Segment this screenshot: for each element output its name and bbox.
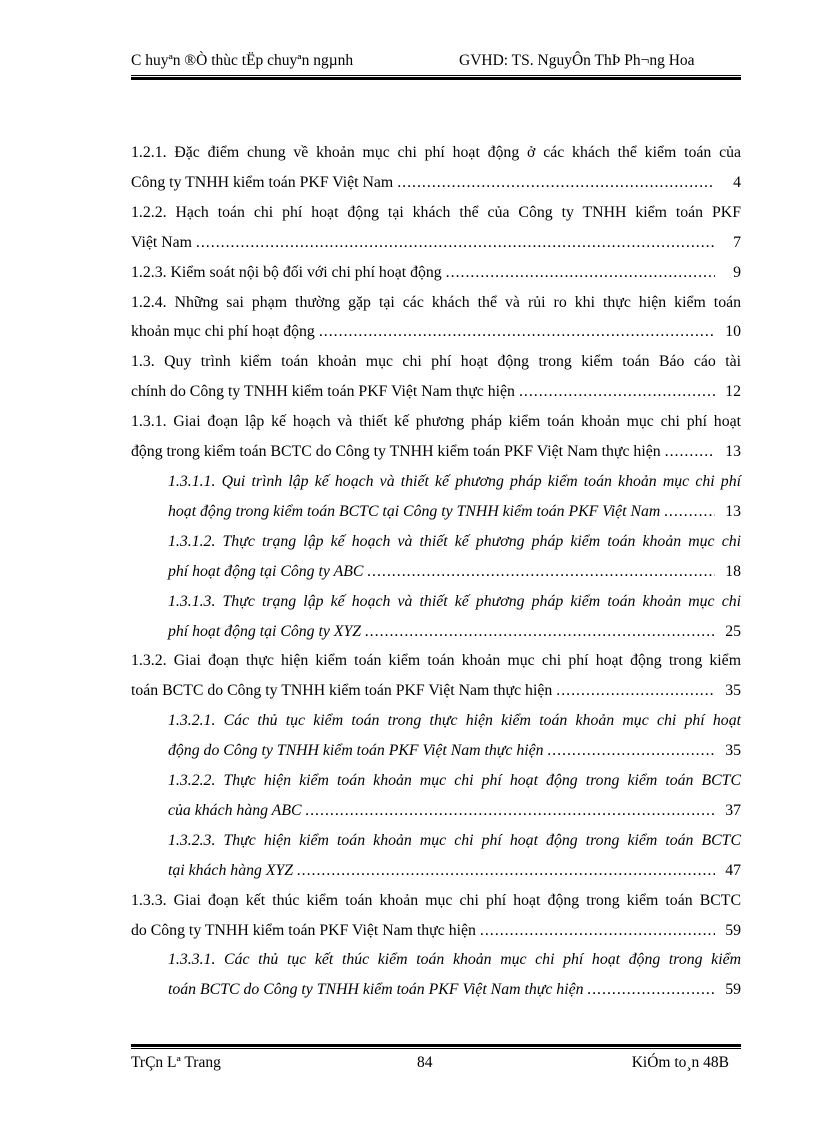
- header-supervisor: GVHD: TS. NguyÔn ThÞ Ph¬ng Hoa: [459, 52, 695, 69]
- toc-entry-title-continuation: của khách hàng ABC: [168, 801, 302, 819]
- toc-entry-page-number: 10: [725, 323, 741, 341]
- page-number: 84: [417, 1054, 433, 1071]
- toc-entry-leader-line: [131, 437, 741, 467]
- toc-entry-leader-line: [168, 975, 741, 1005]
- toc-entry-title: 1.3. Quy trình kiểm toán khoản mục chi phí hoạt động trong kiểm toán Báo cáo tài: [131, 353, 741, 371]
- toc-entry-title: 1.3.2.1. Các thủ tục kiểm toán trong thực hiện kiểm toán khoản mục chi phí hoạt: [168, 712, 741, 730]
- toc-entry-title: 1.3.2.3. Thực hiện kiểm toán khoản mục chi phí hoạt động trong kiểm toán BCTC: [168, 831, 741, 849]
- toc-entry-title: 1.3.1.2. Thực trạng lập kế hoạch và thiết kế phương pháp kiểm toán khoản mục chi: [168, 532, 741, 550]
- footer-class: KiÓm to¸n 48B: [631, 1054, 729, 1071]
- toc-entry: [131, 347, 741, 407]
- toc-entry-title-continuation: toán BCTC do Công ty TNHH kiểm toán PKF Việt Nam thực hiện: [131, 682, 553, 700]
- dot-leader: [556, 676, 715, 706]
- toc-entry-title-continuation: phí hoạt động tại Công ty ABC: [168, 562, 364, 580]
- dot-leader: [365, 617, 715, 647]
- dot-leader: [480, 916, 715, 946]
- dot-leader: [397, 168, 715, 198]
- toc-entry-leader-line: [131, 676, 741, 706]
- toc-entry: [168, 706, 741, 766]
- dot-leader: [519, 377, 715, 407]
- toc-entry-title: 1.3.3.1. Các thủ tục kết thúc kiểm toán khoản mục chi phí hoạt động trong kiểm: [168, 951, 741, 969]
- toc-entry: [131, 886, 741, 946]
- toc-entry-title: 1.2.2. Hạch toán chi phí hoạt động tại khách thể của Công ty TNHH kiểm toán PKF: [131, 203, 741, 221]
- dot-leader: [367, 557, 715, 587]
- toc-entry-page-number: 12: [725, 383, 741, 401]
- dot-leader: [665, 437, 715, 467]
- toc-entry: [168, 527, 741, 587]
- dot-leader: [548, 736, 715, 766]
- toc-entry-leader-line: [168, 796, 741, 826]
- toc-entry-leader-line: [131, 228, 741, 258]
- toc-entry: [168, 766, 741, 826]
- toc-entry: [168, 945, 741, 1005]
- toc-entry: [131, 258, 741, 288]
- toc-entry-leader-line: [168, 856, 741, 886]
- toc-entry-title: 1.2.1. Đặc điểm chung về khoản mục chi phí hoạt động ở các khách thể kiểm toán của: [131, 144, 741, 161]
- toc-entry-title-continuation: do Công ty TNHH kiểm toán PKF Việt Nam thực hiện: [131, 921, 476, 939]
- toc-entry: [131, 198, 741, 258]
- page-header: [131, 52, 741, 76]
- toc-entry-leader-line: [168, 497, 741, 527]
- toc-entry-title-continuation: hoạt động trong kiểm toán BCTC tại Công ty TNHH kiểm toán PKF Việt Nam: [168, 502, 661, 520]
- toc-entry-title: 1.3.2.2. Thực hiện kiểm toán khoản mục chi phí hoạt động trong kiểm toán BCTC: [168, 772, 741, 790]
- toc-entry: [168, 587, 741, 647]
- footer-divider: [131, 1044, 741, 1049]
- toc-entry-page-number: 9: [733, 263, 741, 281]
- toc-entry-page-number: 47: [725, 861, 741, 879]
- header-course-title: C huyªn ®Ò thùc tËp chuyªn ngµnh: [131, 52, 354, 69]
- toc-entry-title: 1.3.2. Giai đoạn thực hiện kiểm toán kiểm toán khoản mục chi phí hoạt động trong kiểm: [131, 652, 741, 670]
- toc-entry-title-continuation: phí hoạt động tại Công ty XYZ: [168, 622, 362, 640]
- toc-entry-leader-line: [168, 617, 741, 647]
- dot-leader: [196, 228, 715, 258]
- toc-entry-title-continuation: toán BCTC do Công ty TNHH kiểm toán PKF Việt Nam thực hiện: [168, 981, 584, 999]
- toc-entry-page-number: 37: [725, 801, 741, 819]
- toc-entry: [168, 826, 741, 886]
- footer-author: TrÇn Lª Trang: [131, 1054, 221, 1071]
- toc-entry-title-continuation: khoản mục chi phí hoạt động: [131, 323, 315, 341]
- header-divider: [131, 75, 741, 80]
- toc-entry-title-continuation: tại khách hàng XYZ: [168, 861, 294, 879]
- toc-entry-title-continuation: Công ty TNHH kiểm toán PKF Việt Nam: [131, 173, 394, 191]
- toc-entry-title-continuation: động do Công ty TNHH kiểm toán PKF Việt Nam thực hiện: [168, 742, 544, 760]
- toc-entry-page-number: 4: [733, 173, 741, 191]
- toc-entry-page-number: 7: [733, 233, 741, 251]
- toc-entry-page-number: 35: [725, 682, 741, 700]
- toc-entry-page-number: 18: [725, 562, 741, 580]
- toc-entry-title-continuation: 1.2.3. Kiểm soát nội bộ đối với chi phí hoạt động: [131, 263, 442, 281]
- table-of-contents: [131, 138, 741, 1005]
- dot-leader: [306, 796, 715, 826]
- dot-leader: [664, 497, 715, 527]
- toc-entry-page-number: 59: [725, 981, 741, 999]
- toc-entry: [131, 288, 741, 348]
- toc-entry-page-number: 59: [725, 921, 741, 939]
- toc-entry-title: 1.3.1. Giai đoạn lập kế hoạch và thiết kế phương pháp kiểm toán khoản mục chi phí hoạt: [131, 413, 741, 431]
- toc-entry-page-number: 13: [725, 502, 741, 520]
- toc-entry-leader-line: [168, 557, 741, 587]
- toc-entry-title: 1.3.3. Giai đoạn kết thúc kiểm toán khoản mục chi phí hoạt động trong kiểm toán BCTC: [131, 891, 741, 909]
- toc-entry-page-number: 13: [725, 443, 741, 461]
- dot-leader: [588, 975, 715, 1005]
- toc-entry-leader-line: [131, 377, 741, 407]
- toc-entry-leader-line: [131, 168, 741, 198]
- toc-entry: [131, 646, 741, 706]
- toc-entry-leader-line: [131, 916, 741, 946]
- toc-entry-page-number: 25: [725, 622, 741, 640]
- dot-leader: [297, 856, 715, 886]
- toc-entry: [131, 138, 741, 198]
- toc-entry: [131, 407, 741, 467]
- page-footer: [131, 1054, 741, 1078]
- toc-entry-title-continuation: động trong kiểm toán BCTC do Công ty TNHH kiểm toán PKF Việt Nam thực hiện: [131, 443, 661, 461]
- toc-entry-title: 1.3.1.1. Qui trình lập kế hoạch và thiết kế phương pháp kiểm toán khoản mục chi phí: [168, 472, 741, 490]
- toc-entry-leader-line: [131, 317, 741, 347]
- toc-entry-title: 1.2.4. Những sai phạm thường gặp tại các khách thể và rủi ro khi thực hiện kiểm toán: [131, 293, 741, 311]
- toc-entry: [168, 467, 741, 527]
- toc-entry-page-number: 35: [725, 742, 741, 760]
- toc-entry-title-continuation: Việt Nam: [131, 233, 192, 251]
- toc-entry-title: 1.3.1.3. Thực trạng lập kế hoạch và thiết kế phương pháp kiểm toán khoản mục chi: [168, 592, 741, 610]
- dot-leader: [446, 258, 715, 288]
- toc-entry-leader-line: [131, 258, 741, 288]
- dot-leader: [319, 317, 715, 347]
- toc-entry-leader-line: [168, 736, 741, 766]
- toc-entry-title-continuation: chính do Công ty TNHH kiểm toán PKF Việt Nam thực hiện: [131, 383, 515, 401]
